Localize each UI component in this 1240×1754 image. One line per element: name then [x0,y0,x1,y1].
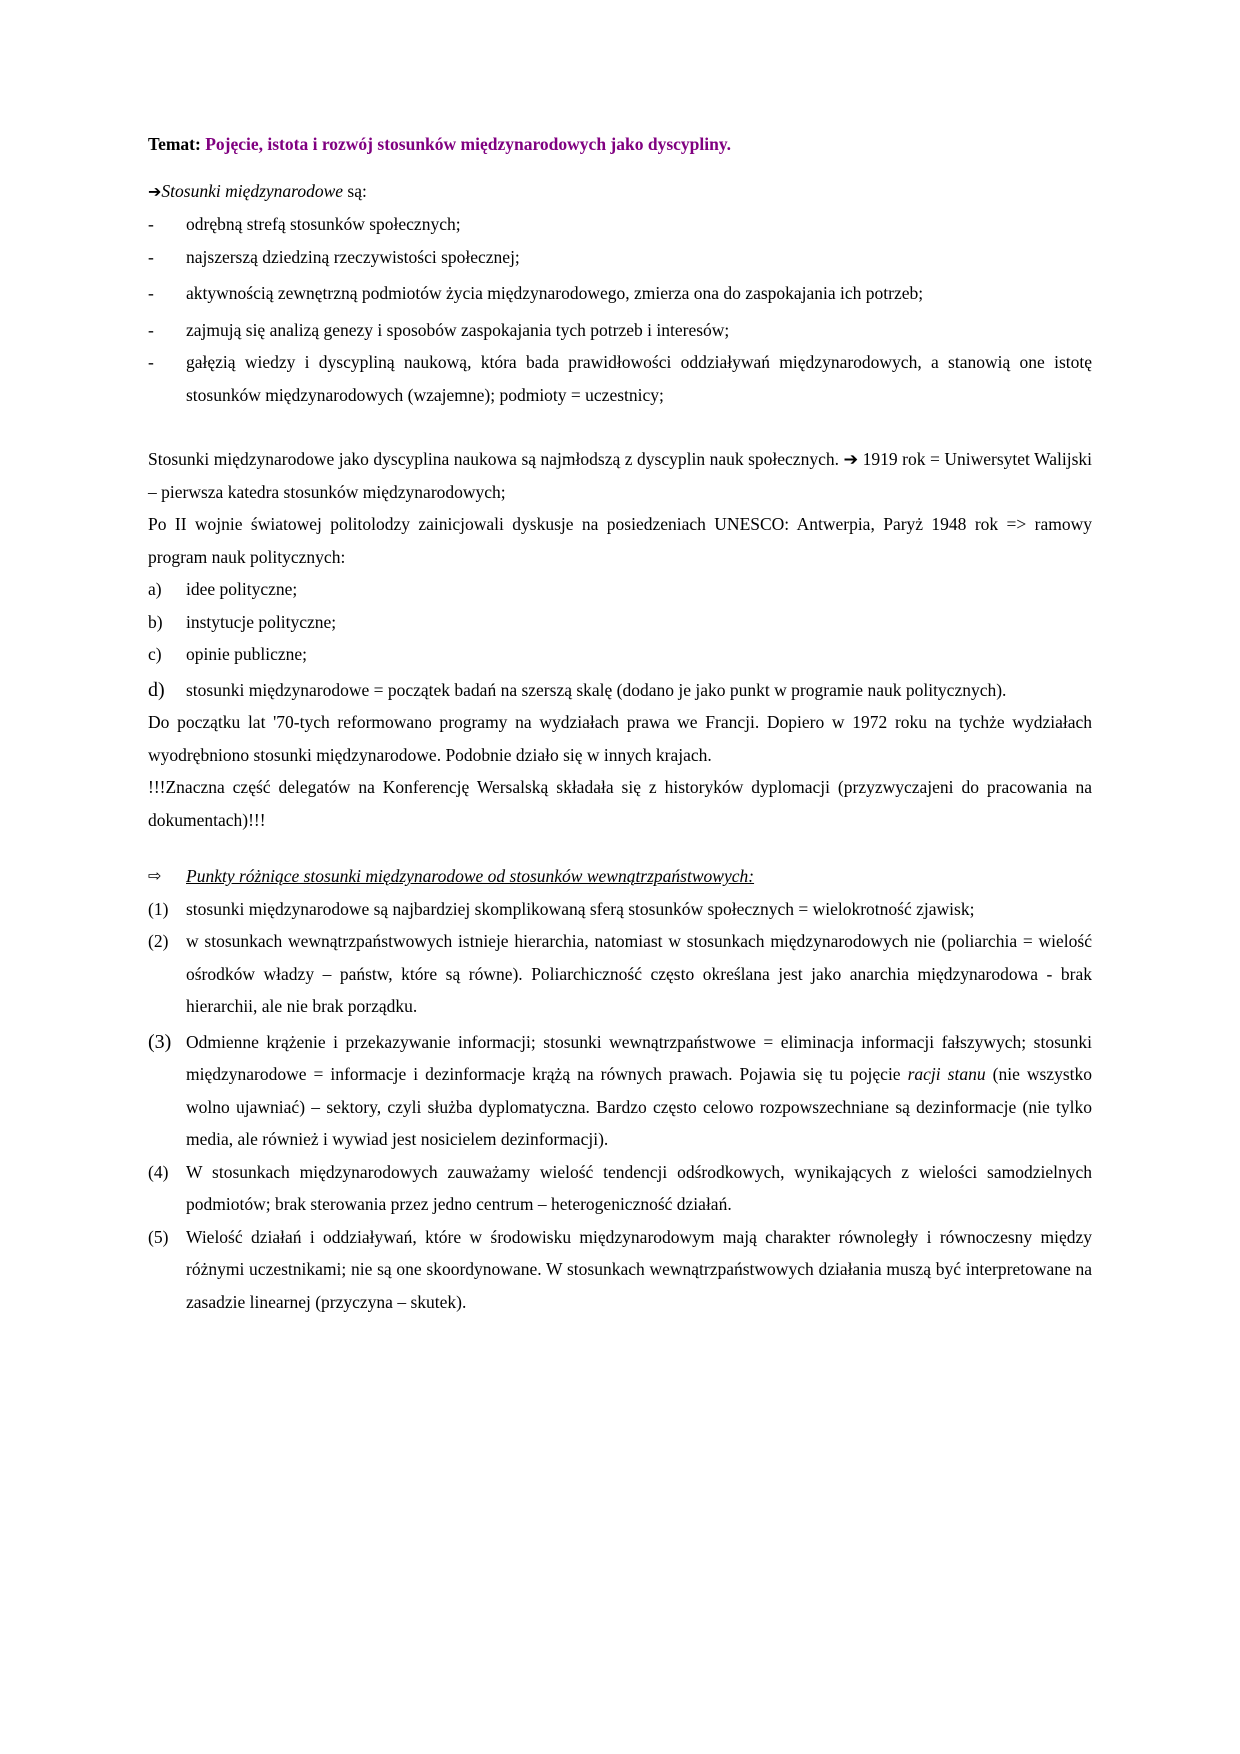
list-item [148,638,1092,671]
list-item-text: stosunki międzynarodowe są najbardziej skomplikowaną sferą stosunków społecznych = wielokrotność zjawisk; [186,898,975,919]
paragraph: Po II wojnie światowej politolodzy zainicjowali dyskusje na posiedzeniach UNESCO: Antwerpia, Paryż 1948 rok => ramowy program nauk politycznych: [148,514,1092,567]
list-marker: (4) [148,1161,169,1182]
dash-bullet: - [148,319,154,340]
intro-term: Stosunki międzynarodowe [161,180,344,201]
list-item-text: odrębną strefą stosunków społecznych; [186,214,461,234]
list-item-text: aktywnością zewnętrzną podmiotów życia międzynarodowego, zmierza ona do zaspokajania ich potrzeb; [186,283,924,303]
list-marker: (3) [148,1030,172,1053]
document-page [148,128,1092,1318]
list-item-text: Wielość działań i oddziaływań, które w środowisku międzynarodowym mają charakter równoległy i równoczesny między różnymi uczestnikami; nie są one skoordynowane. W stosunkach wewnątrzpaństwowych działania muszą być interpretowane na zasadzie linearnej (przyczyna – skutek). [186,1226,1092,1312]
text-run: Odmienne krążenie i przekazywanie informacji; stosunki wewnątrzpaństwowe = eliminacja informacji fałszywych; stosunki międzynarodowe = informacje i dezinformacje krążą na równych prawach. Pojawia się tu pojęcie [186,1031,1092,1084]
list-marker: (2) [148,931,169,951]
list-item [148,1221,1092,1319]
points-list [148,893,1092,1319]
list-item-text [186,1026,1092,1156]
arrow-right-icon: ➔ [148,181,162,201]
list-item [148,314,1092,347]
list-item-text: W stosunkach międzynarodowych zauważamy wielość tendencji odśrodkowych, wynikających z wielości samodzielnych podmiotów; brak sterowania przez jedno centrum – heterogeniczność działań. [186,1161,1092,1214]
list-item-text: zajmują się analizą genezy i sposobów zaspokajania tych potrzeb i interesów; [186,319,730,340]
list-item [148,277,1092,310]
bullet-list [148,208,1092,411]
list-item [148,573,1092,606]
paragraph: Do początku lat '70-tych reformowano programy na wydziałach prawa we Francji. Dopiero w 1972 roku na tychże wydziałach wyodrębniono stosunki międzynarodowe. Podobnie działo się w innych krajach. [148,712,1092,765]
outline-arrow-icon: ⇨ [148,866,162,885]
title-label: Temat: [148,134,201,154]
list-item [148,606,1092,639]
intro-line [148,175,1092,209]
dash-bullet: - [148,246,154,267]
list-item [148,346,1092,411]
letter-list [148,573,1092,706]
section-heading-text: Punkty różniące stosunki międzynarodowe od stosunków wewnątrzpaństwowych: [186,866,755,886]
list-item-text: opinie publiczne; [186,644,308,664]
list-item [148,674,1092,707]
list-marker: a) [148,579,162,599]
list-item-text: gałęzią wiedzy i dyscypliną naukową, która bada prawidłowości oddziaływań międzynarodowych, a stanowią one istotę stosunków międzynarodowych (wzajemne); podmioty = uczestnicy; [186,352,1092,405]
text-run: (nie wszystko wolno ujawniać) – sektory, czyli służba dyplomatyczna. Bardzo często celowo rozpowszechniane są dezinformacje (nie tylko media, ale również i wywiad jest nosicielem dezinformacji). [186,1064,1092,1149]
list-marker: d) [148,678,165,701]
list-item-text: idee polityczne; [186,579,298,599]
section-heading [148,860,1092,893]
list-item-text: najszerszą dziedziną rzeczywistości społecznej; [186,246,520,267]
title-text: Pojęcie, istota i rozwój stosunków międzynarodowych jako dyscypliny. [205,134,732,154]
list-marker: (5) [148,1226,169,1247]
list-item [148,208,1092,241]
list-item [148,925,1092,1023]
list-item [148,1026,1092,1156]
list-item [148,241,1092,274]
paragraph: !!!Znaczna część delegatów na Konferencję Wersalską składała się z historyków dyplomacji (przyzwyczajeni do pracowania na dokumentach)!!! [148,777,1092,830]
list-item [148,893,1092,926]
document-title [148,128,1092,161]
dash-bullet: - [148,283,154,303]
list-marker: (1) [148,898,169,919]
list-item [148,1156,1092,1221]
list-marker: c) [148,644,162,664]
list-item-text: w stosunkach wewnątrzpaństwowych istnieje hierarchia, natomiast w stosunkach międzynarodowych nie (poliarchia = wielość ośrodków władzy – państw, które są równe). Poliarchiczność często określana jest jako anarchia międzynarodowa - brak hierarchii, ale nie brak porządku. [186,931,1092,1016]
paragraph: Stosunki międzynarodowe jako dyscyplina naukowa są najmłodszą z dyscyplin nauk społecznych. ➔ 1919 rok = Uniwersytet Walijski – pierwsza katedra stosunków międzynarodowych; [148,449,1092,502]
list-marker: b) [148,611,163,632]
dash-bullet: - [148,352,154,372]
list-item-text: instytucje polityczne; [186,611,337,632]
list-item-text: stosunki międzynarodowe = początek badań na szerszą skalę (dodano je jako punkt w programie nauk politycznych). [186,679,1007,700]
italic-term: racji stanu [907,1064,986,1084]
dash-bullet: - [148,214,154,234]
intro-rest: są: [343,180,367,201]
